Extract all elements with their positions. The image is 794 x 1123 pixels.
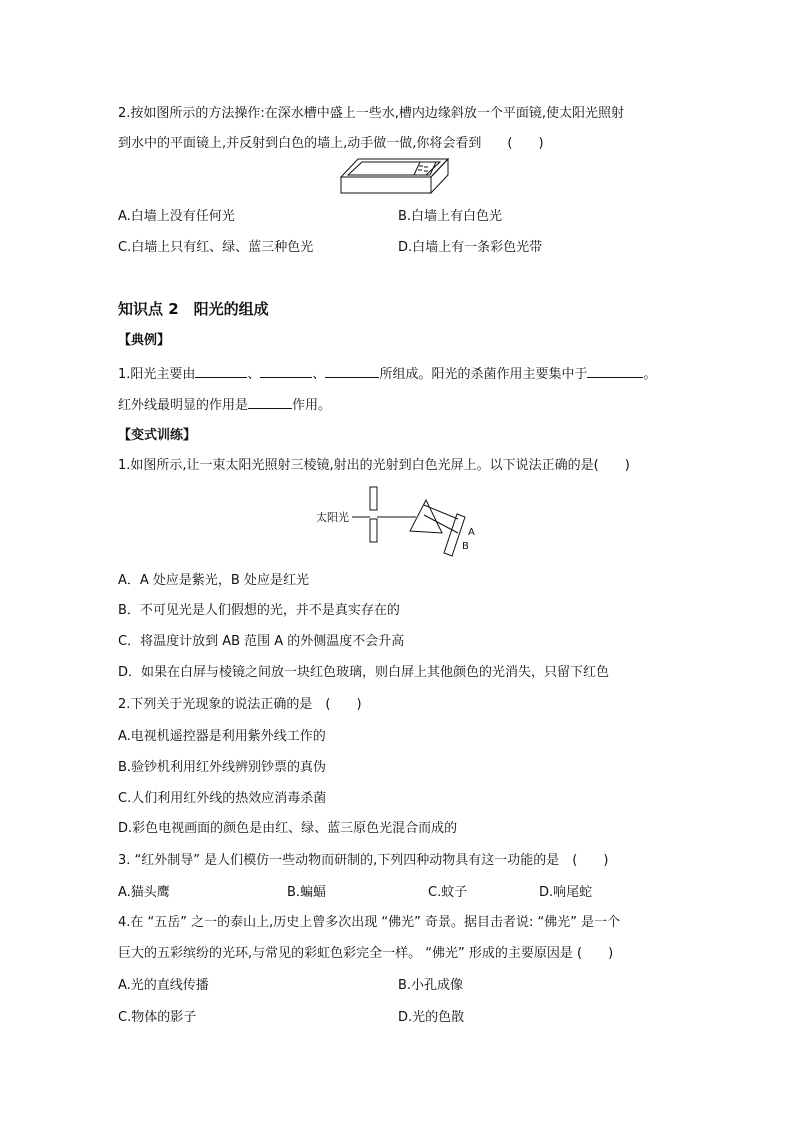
option-b: B．不可见光是人们假想的光，并不是真实存在的 <box>118 603 400 618</box>
option-a: A.光的直线传播 <box>118 978 209 993</box>
option-c: C.蚊子 <box>428 885 468 900</box>
example-question-line2 <box>118 396 331 414</box>
option-a: A.猫头鹰 <box>118 885 170 900</box>
option-d: D．如果在白屏与棱镜之间放一块红色玻璃，则白屏上其他颜色的光消失，只留下红色 <box>118 665 610 680</box>
question-text: 4.在 “五岳” 之一的泰山上,历史上曾多次出现 “佛光” 奇景。据目击者说: “佛光” 是一个 <box>118 915 621 930</box>
training-label: 【变式训练】 <box>118 428 197 443</box>
point-a-label: A <box>468 527 475 538</box>
question-text: 1.如图所示,让一束太阳光照射三棱镜,射出的光射到白色光屏上。以下说法正确的是( ) <box>118 458 630 473</box>
option-d: D.光的色散 <box>398 1010 465 1025</box>
option-c: C.白墙上只有红、绿、蓝三种色光 <box>118 240 314 255</box>
option-b: B.白墙上有白色光 <box>398 209 503 224</box>
separator: 、 <box>247 367 261 382</box>
fill-blank <box>260 365 312 378</box>
section-title: 知识点 2 阳光的组成 <box>118 300 269 318</box>
fill-blank <box>325 365 379 378</box>
fill-blank <box>248 396 292 409</box>
sunlight-label: 太阳光 <box>316 511 349 524</box>
option-a: A.白墙上没有任何光 <box>118 209 235 224</box>
water-trough-figure <box>340 155 450 201</box>
question-text: 巨大的五彩缤纷的光环,与常见的彩虹色彩完全一样。 “佛光” 形成的主要原因是 ( ) <box>118 946 614 961</box>
example-question-line1 <box>118 365 656 383</box>
prism-figure <box>312 483 492 562</box>
question-text: 作用。 <box>292 398 332 413</box>
option-d: D.彩色电视画面的颜色是由红、绿、蓝三原色光混合而成的 <box>118 821 458 836</box>
option-c: C.人们利用红外线的热效应消毒杀菌 <box>118 791 327 806</box>
option-c: C．将温度计放到 AB 范围 A 的外侧温度不会升高 <box>118 634 405 649</box>
question-text: 2.下列关于光现象的说法正确的是 ( ) <box>118 697 362 712</box>
option-a: A.电视机遥控器是利用紫外线工作的 <box>118 729 326 744</box>
option-b: B.小孔成像 <box>398 978 464 993</box>
option-d: D.响尾蛇 <box>539 885 593 900</box>
point-b-label: B <box>462 541 469 552</box>
question-text: 2.按如图所示的方法操作:在深水槽中盛上一些水,槽内边缘斜放一个平面镜,使太阳光照射 <box>118 106 625 121</box>
fill-blank <box>195 365 247 378</box>
question-text: 1.阳光主要由 <box>118 367 196 382</box>
option-b: B.验钞机利用红外线辨别钞票的真伪 <box>118 760 327 775</box>
option-b: B.蝙蝠 <box>287 885 327 900</box>
option-c: C.物体的影子 <box>118 1010 197 1025</box>
period: 。 <box>643 367 657 382</box>
question-text: 所组成。阳光的杀菌作用主要集中于 <box>379 367 588 382</box>
example-label: 【典例】 <box>118 333 171 348</box>
option-d: D.白墙上有一条彩色光带 <box>398 240 543 255</box>
option-a: A．A 处应是紫光，B 处应是红光 <box>118 573 309 588</box>
question-text: 红外线最明显的作用是 <box>118 398 249 413</box>
question-text: 3. “红外制导” 是人们模仿一些动物而研制的,下列四种动物具有这一功能的是 ( ) <box>118 853 609 868</box>
separator: 、 <box>312 367 326 382</box>
fill-blank <box>587 365 643 378</box>
question-text: 到水中的平面镜上,并反射到白色的墙上,动手做一做,你将会看到 ( ) <box>118 136 544 151</box>
